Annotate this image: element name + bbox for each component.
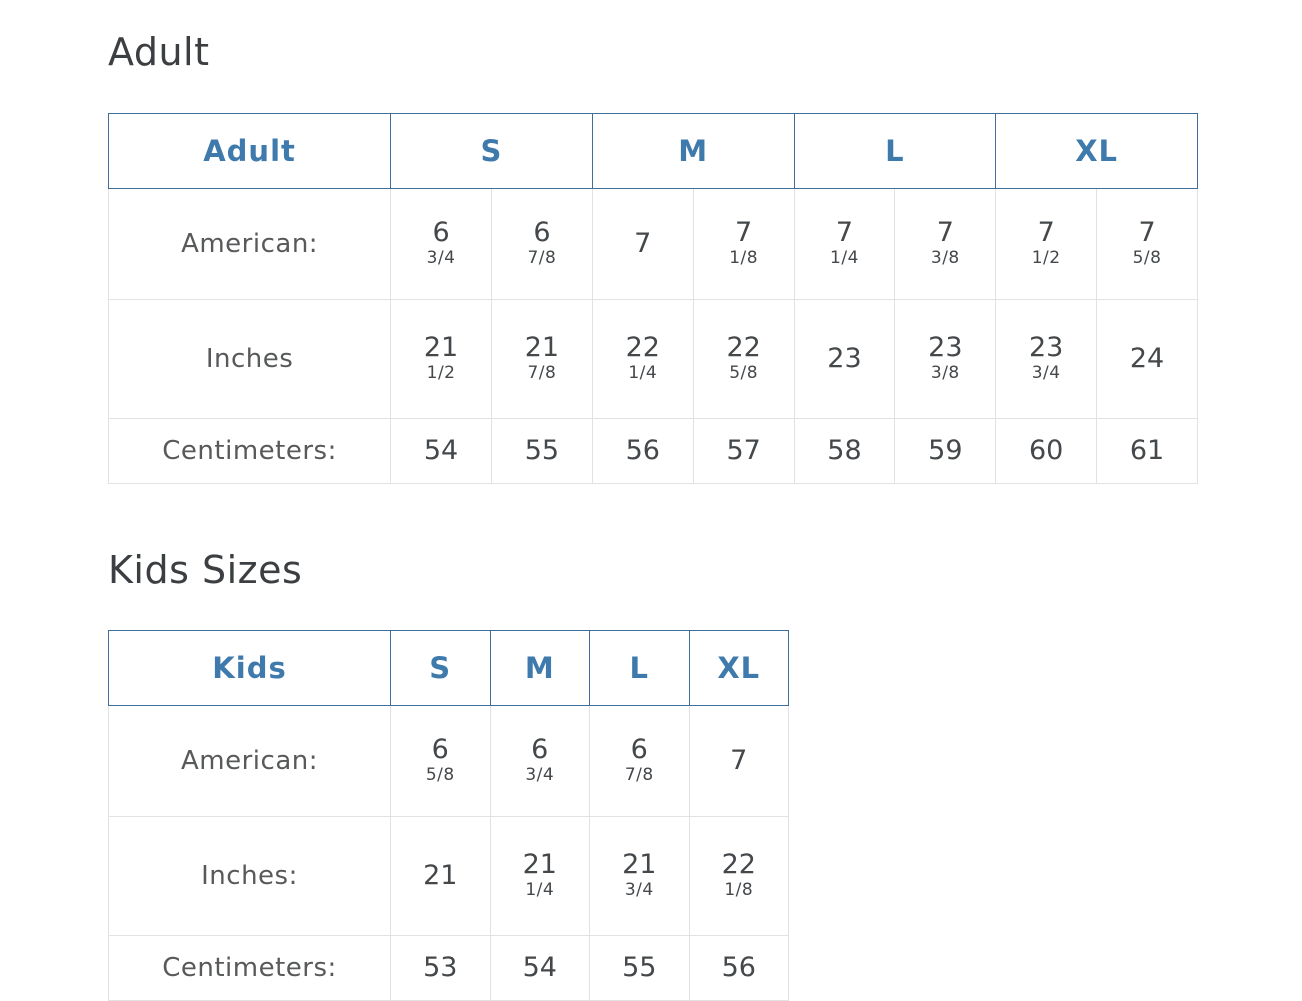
kids-row-label-american: American: xyxy=(109,706,391,817)
value-whole: 24 xyxy=(1129,342,1165,374)
adult-table-body xyxy=(109,189,1198,484)
adult-cell-inches-2 xyxy=(491,300,592,419)
adult-cell-inches-6 xyxy=(895,300,996,419)
value-fraction: 7/8 xyxy=(624,764,654,785)
value-whole: 54 xyxy=(522,951,557,983)
value-fraction: 1/2 xyxy=(426,362,456,383)
adult-cell-cm-5 xyxy=(794,419,895,484)
adult-cell-cm-7 xyxy=(996,419,1097,484)
kids-cell-american-1 xyxy=(391,706,491,817)
value-fraction: 1/4 xyxy=(525,879,555,900)
value-whole: 6 xyxy=(432,217,450,249)
adult-cell-american-6 xyxy=(895,189,996,300)
value-whole: 59 xyxy=(928,434,963,466)
adult-cell-inches-5 xyxy=(794,300,895,419)
value-whole: 21 xyxy=(524,332,560,364)
value-whole: 6 xyxy=(533,217,551,249)
kids-cell-american-4 xyxy=(689,706,789,817)
kids-cell-american-2 xyxy=(490,706,590,817)
value-whole: 57 xyxy=(726,434,761,466)
adult-cell-american-5 xyxy=(794,189,895,300)
adult-row-label-american: American: xyxy=(109,189,391,300)
value-fraction: 7/8 xyxy=(527,247,557,268)
adult-cell-american-2 xyxy=(491,189,592,300)
value-whole: 6 xyxy=(431,734,449,766)
value-whole: 21 xyxy=(522,849,557,881)
table-header-row xyxy=(109,114,1198,189)
value-whole: 7 xyxy=(1138,217,1156,249)
adult-header-size-xl: XL xyxy=(996,114,1198,189)
value-fraction: 1/8 xyxy=(729,247,759,268)
adult-cell-american-7 xyxy=(996,189,1097,300)
value-whole: 54 xyxy=(423,434,459,466)
adult-cell-inches-1 xyxy=(391,300,492,419)
value-whole: 7 xyxy=(1037,217,1055,249)
kids-header-size-s: S xyxy=(391,631,491,706)
kids-cell-american-3 xyxy=(590,706,690,817)
value-whole: 7 xyxy=(634,227,652,259)
value-fraction: 1/4 xyxy=(830,247,859,268)
adult-cell-cm-6 xyxy=(895,419,996,484)
kids-cell-inches-4 xyxy=(689,817,789,936)
kids-cell-cm-3 xyxy=(590,936,690,1001)
kids-header-corner: Kids xyxy=(109,631,391,706)
value-whole: 7 xyxy=(730,744,748,776)
table-row xyxy=(109,189,1198,300)
table-row xyxy=(109,936,789,1001)
adult-size-table xyxy=(108,113,1198,484)
table-row xyxy=(109,419,1198,484)
table-header-row xyxy=(109,631,789,706)
kids-row-label-inches: Inches: xyxy=(109,817,391,936)
kids-cell-inches-1 xyxy=(391,817,491,936)
value-whole: 22 xyxy=(721,849,756,881)
adult-cell-inches-8 xyxy=(1097,300,1198,419)
adult-cell-american-3 xyxy=(592,189,693,300)
value-whole: 7 xyxy=(936,217,954,249)
adult-cell-cm-8 xyxy=(1097,419,1198,484)
adult-cell-american-4 xyxy=(693,189,794,300)
kids-header-size-xl: XL xyxy=(689,631,789,706)
adult-header-size-s: S xyxy=(391,114,593,189)
value-fraction: 3/4 xyxy=(426,247,456,268)
value-whole: 23 xyxy=(928,332,963,364)
value-whole: 21 xyxy=(423,332,459,364)
adult-row-label-centimeters: Centimeters: xyxy=(109,419,391,484)
adult-header-size-l: L xyxy=(794,114,996,189)
kids-cell-cm-2 xyxy=(490,936,590,1001)
value-whole: 23 xyxy=(827,342,862,374)
adult-cell-american-1 xyxy=(391,189,492,300)
value-fraction: 3/8 xyxy=(930,247,960,268)
value-whole: 55 xyxy=(622,951,657,983)
kids-header-size-l: L xyxy=(590,631,690,706)
value-fraction: 3/4 xyxy=(525,764,555,785)
table-row xyxy=(109,706,789,817)
adult-cell-cm-3 xyxy=(592,419,693,484)
value-fraction: 1/8 xyxy=(724,879,754,900)
adult-header-corner: Adult xyxy=(109,114,391,189)
table-row xyxy=(109,817,789,936)
kids-cell-cm-4 xyxy=(689,936,789,1001)
value-whole: 7 xyxy=(735,217,753,249)
value-whole: 56 xyxy=(721,951,756,983)
value-whole: 55 xyxy=(524,434,560,466)
kids-row-label-centimeters: Centimeters: xyxy=(109,936,391,1001)
value-whole: 60 xyxy=(1028,434,1064,466)
value-whole: 53 xyxy=(423,951,458,983)
value-whole: 22 xyxy=(726,332,761,364)
value-whole: 21 xyxy=(622,849,657,881)
kids-section-heading: Kids Sizes xyxy=(108,548,303,592)
value-whole: 7 xyxy=(835,217,854,249)
value-whole: 21 xyxy=(423,859,458,891)
adult-cell-inches-3 xyxy=(592,300,693,419)
value-fraction: 3/8 xyxy=(930,362,960,383)
kids-table-body xyxy=(109,706,789,1001)
value-fraction: 3/4 xyxy=(624,879,654,900)
adult-cell-cm-4 xyxy=(693,419,794,484)
adult-cell-cm-2 xyxy=(491,419,592,484)
value-whole: 22 xyxy=(625,332,660,364)
value-fraction: 5/8 xyxy=(425,764,455,785)
kids-header-size-m: M xyxy=(490,631,590,706)
adult-section-heading: Adult xyxy=(108,30,210,74)
value-fraction: 5/8 xyxy=(1132,247,1162,268)
kids-size-table xyxy=(108,630,789,1001)
adult-cell-american-8 xyxy=(1097,189,1198,300)
table-row xyxy=(109,300,1198,419)
value-fraction: 7/8 xyxy=(527,362,557,383)
kids-cell-inches-2 xyxy=(490,817,590,936)
value-whole: 6 xyxy=(630,734,648,766)
kids-cell-inches-3 xyxy=(590,817,690,936)
adult-row-label-inches: Inches xyxy=(109,300,391,419)
value-fraction: 5/8 xyxy=(729,362,759,383)
value-whole: 58 xyxy=(827,434,862,466)
kids-cell-cm-1 xyxy=(391,936,491,1001)
value-fraction: 1/2 xyxy=(1031,247,1061,268)
value-fraction: 1/4 xyxy=(628,362,658,383)
adult-cell-inches-7 xyxy=(996,300,1097,419)
value-whole: 23 xyxy=(1028,332,1064,364)
adult-header-size-m: M xyxy=(592,114,794,189)
adult-cell-cm-1 xyxy=(391,419,492,484)
value-whole: 61 xyxy=(1129,434,1165,466)
kids-table-header xyxy=(109,631,789,706)
adult-cell-inches-4 xyxy=(693,300,794,419)
adult-table-header xyxy=(109,114,1198,189)
value-whole: 56 xyxy=(625,434,660,466)
value-whole: 6 xyxy=(531,734,549,766)
value-fraction: 3/4 xyxy=(1031,362,1061,383)
